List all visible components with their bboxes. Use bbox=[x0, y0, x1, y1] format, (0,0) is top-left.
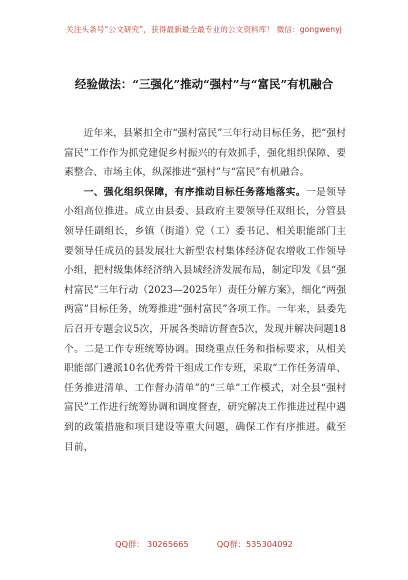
qq-group-2: QQ群：535304092 bbox=[216, 539, 293, 549]
document-body bbox=[64, 124, 346, 457]
paragraph-text: 一是领导小组高位推进。成立由县委、县政府主要领导任双组长，分管县领导任副组长，乡镇（街道）党（工）委书记、相关职能部门主要领导任成员的县发展壮大新型农村集体经济促农增收工作领导小组，把村级集体经济纳入县域经济发展布局，制定印发《县“强村富民”三年行动（2023—2025年）责任分解方案》，细化“两强两富”目标任务，统筹推进“强村富民”各项工作。一年来，县委先后召开专题会议5次，开展各类暗访督查5次，发现并解决问题18个。二是工作专班统筹协调。围绕重点任务和指标要求，从相关职能部门遴派10名优秀骨干组成工作专班，采取“工作任务清单、任务推进清单、工作督办清单”的“三单”工作模式，对全县“强村富民”工作进行统筹协调和调度督查，研究解决工作推进过程中遇到的政策措施和项目建设等重大问题，确保工作有序推进。截至目前， bbox=[64, 186, 347, 453]
footer-contact bbox=[0, 539, 408, 550]
section-heading: 一、强化组织保障，有序推动目标任务落地落实。 bbox=[83, 186, 306, 198]
paragraph-intro bbox=[64, 124, 346, 183]
promo-banner: 关注头条号“公文研究”，获得最新最全最专业的公文资料库！ 微信：gongwenyj bbox=[66, 25, 342, 34]
paragraph-text: 近年来，县紧扣全市“强村富民”三年行动目标任务，把“强村富民”工作作为抓党建促乡村振兴的有效抓手，强化组织保障、要素整合、市场主体，纵深推进“强村”与“富民”有机融合。 bbox=[64, 128, 346, 179]
qq-group-1: QQ群： 30265665 bbox=[115, 539, 189, 549]
paragraph-section-1 bbox=[64, 183, 346, 457]
document-title: 经验做法：“三强化”推动“强村”与“富民”有机融合 bbox=[74, 77, 334, 91]
